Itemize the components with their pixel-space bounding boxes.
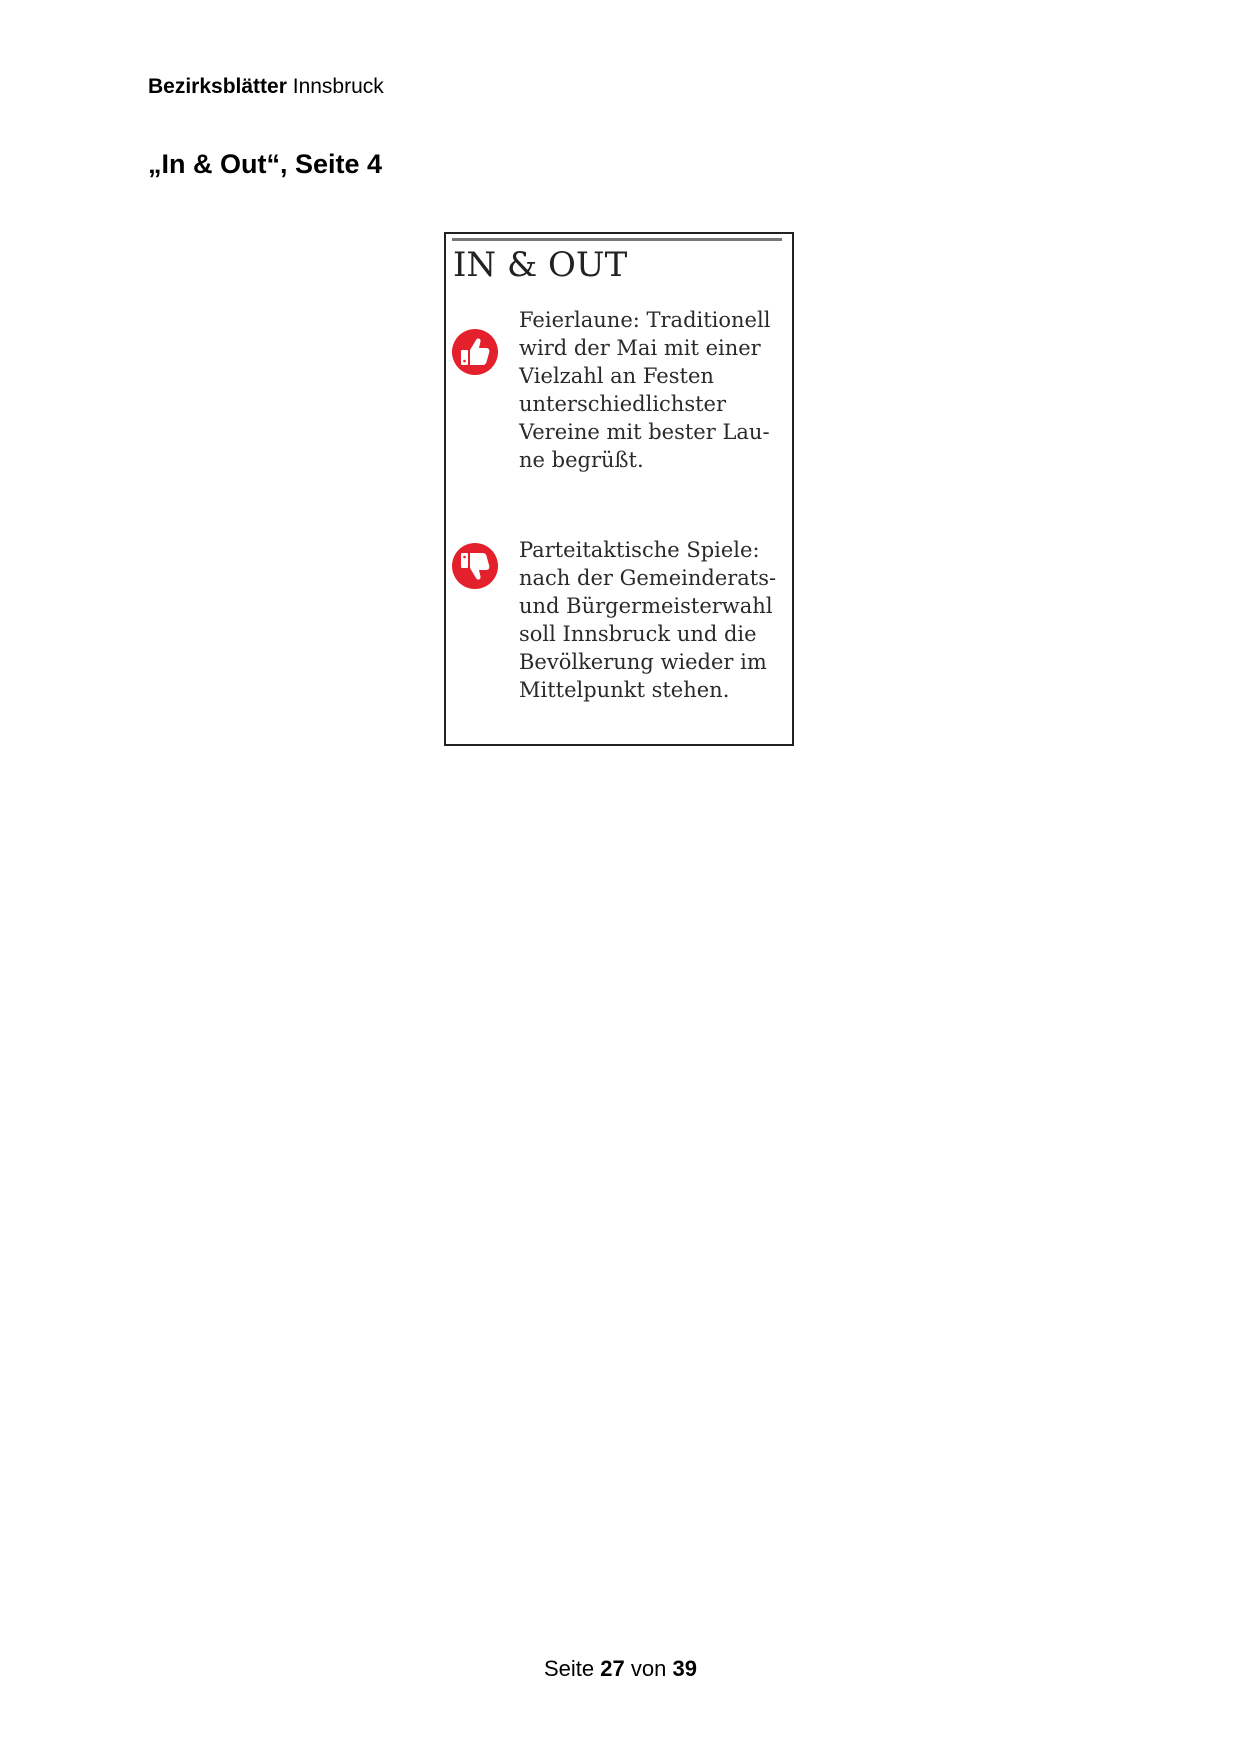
text-line: Parteitaktische Spiele:: [519, 538, 760, 562]
publication-name: Bezirksblätter: [148, 75, 287, 98]
text-line: Bevölkerung wieder im: [519, 650, 767, 674]
text-line: Feierlaune: Traditionell: [519, 308, 771, 332]
clipping-heading: IN & OUT: [453, 245, 628, 285]
page-header: [148, 74, 384, 100]
footer-prefix: Seite: [544, 1656, 595, 1681]
page-title: „In & Out“, Seite 4: [148, 149, 383, 179]
text-line: Vielzahl an Festen: [519, 364, 714, 388]
publication-region: Innsbruck: [292, 75, 384, 98]
footer-separator: von: [630, 1656, 667, 1681]
text-line: Vereine mit bester Lau-: [519, 420, 770, 444]
text-line: Mittelpunkt stehen.: [519, 678, 730, 702]
clipping-item-text: [519, 306, 789, 474]
text-line: und Bürgermeisterwahl: [519, 594, 773, 618]
text-line: nach der Gemeinderats-: [519, 566, 777, 590]
text-line: ne begrüßt.: [519, 448, 644, 472]
page-footer: [0, 1655, 1241, 1683]
text-line: unterschiedlichster: [519, 392, 727, 416]
thumbs-down-icon: [451, 542, 499, 590]
thumbs-up-icon: [451, 328, 499, 376]
clipping-top-rule: [452, 238, 782, 241]
footer-page-total: 39: [672, 1656, 697, 1681]
text-line: wird der Mai mit einer: [519, 336, 761, 360]
clipping-item-text: [519, 536, 789, 704]
newspaper-clipping: [444, 232, 794, 746]
footer-page-number: 27: [600, 1656, 625, 1681]
text-line: soll Innsbruck und die: [519, 622, 757, 646]
